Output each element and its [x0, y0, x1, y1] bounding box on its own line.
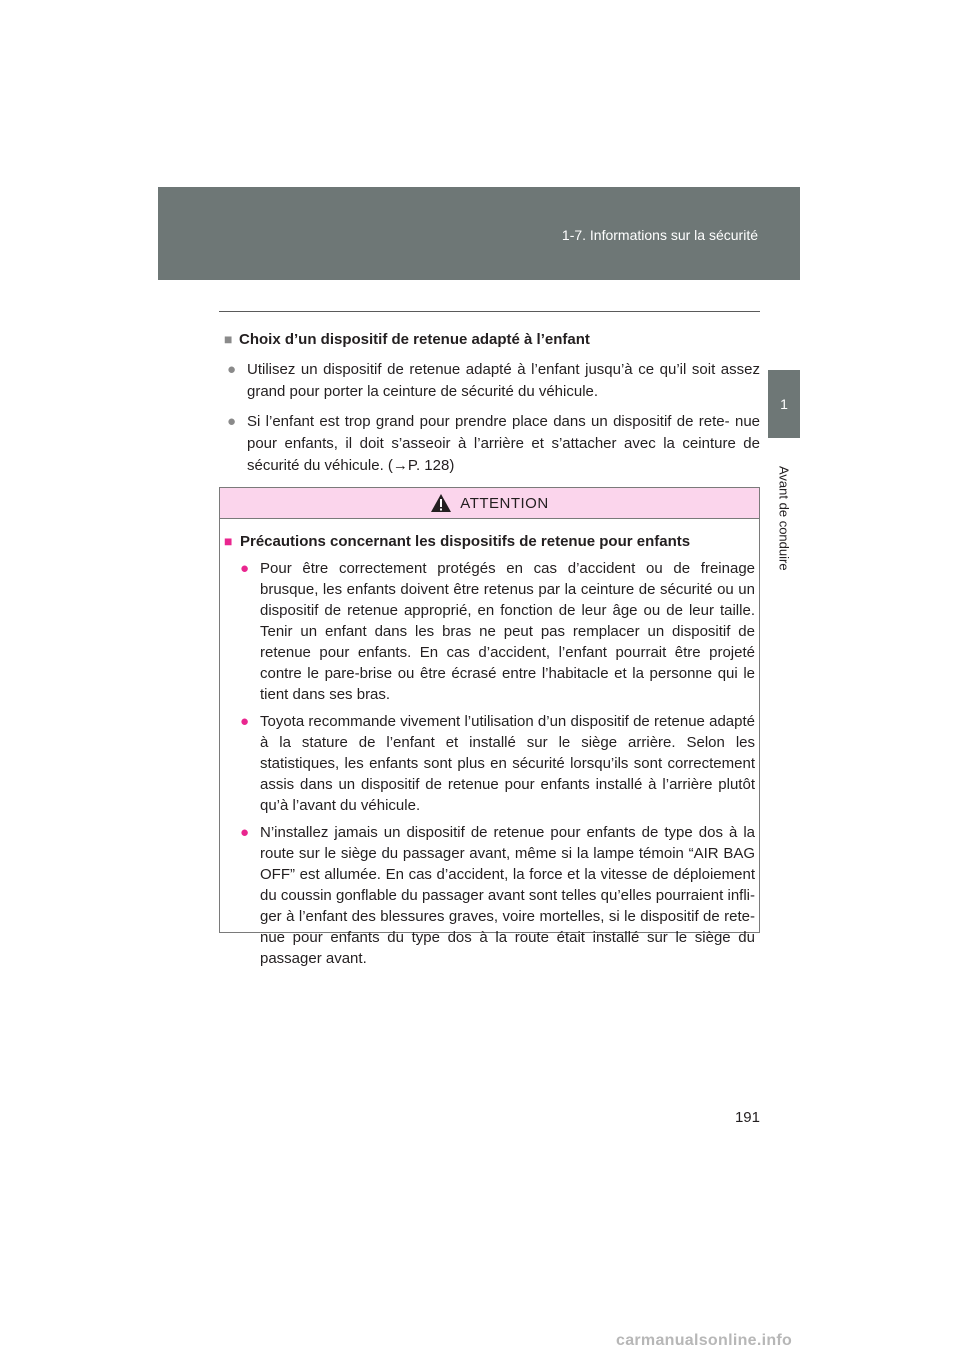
- chapter-tab-label: Avant de conduire: [776, 465, 792, 571]
- list-item: [224, 822, 755, 969]
- circle-bullet-icon: ●: [240, 713, 250, 730]
- circle-bullet-icon: ●: [240, 824, 250, 841]
- section-title: 1-7. Informations sur la sécurité: [561, 227, 758, 243]
- list-item-text: Toyota recommande vivement l’utilisation d’un dispositif de retenue adapté à la stature de l’enfant et installé sur le siège arrière. Selon les statistiques, les enfants sont plus en sécurité lorsqu’ils sont correctement assis dans un dispositif de retenue pour enfants installé à l’arrière plutôt qu’à l’avant du véhicule.: [260, 713, 755, 814]
- circle-bullet-icon: ●: [227, 361, 237, 378]
- watermark: carmanualsonline.info: [616, 1332, 793, 1349]
- list-item-text: Si l’enfant est trop grand pour prendre place dans un dispositif de rete- nue pour enfants, il doit s’asseoir à l’arrière et s’attacher avec la ceinture de sécurité du véhicule. (→P. 128): [247, 413, 760, 474]
- content-section: [224, 328, 760, 477]
- attention-box: [219, 487, 760, 967]
- attention-body: [220, 519, 759, 969]
- chapter-tab-label-container: [768, 448, 800, 588]
- circle-bullet-icon: ●: [227, 413, 237, 430]
- square-bullet-icon: ■: [224, 331, 233, 347]
- section-heading-text: Choix d’un dispositif de retenue adapté à l’enfant: [239, 331, 590, 348]
- section-divider: [219, 311, 760, 312]
- list-item-text: Pour être correctement protégés en cas d’accident ou de freinage brusque, les enfants doivent être retenus par la ceinture de sécurité ou un dispositif de retenue approprié, en fonction de leur âge ou de leur taille. Tenir un enfant dans les bras ne peut pas remplacer un dispositif de retenue pour enfants. En cas d’accident, l’enfant pourrait être projeté contre le pare-brise ou être écrasé entre l’habitacle et la personne qui le tient dans ses bras.: [260, 560, 755, 703]
- attention-heading-text: Précautions concernant les dispositifs de retenue pour enfants: [240, 533, 691, 550]
- attention-title: ATTENTION: [460, 494, 549, 512]
- list-item: [224, 359, 760, 403]
- list-item-text: N’installez jamais un dispositif de retenue pour enfants de type dos à la route sur le siège du passager avant, même si la lampe témoin “AIR BAG OFF” est allumée. En cas d’accident, la force et la vitesse de déploiement du coussin gonflable du passager avant sont telles qu’elles pourraient infli- ger à l’enfant des blessures graves, voire mortelles, si le dispositif de rete- nue pour enfants du type dos à la route était installé sur le siège du passager avant.: [260, 824, 755, 967]
- list-item: [224, 558, 755, 705]
- list-item-text: Utilisez un dispositif de retenue adapté à l’enfant jusqu’à ce qu’il soit assez grand pour porter la ceinture de sécurité du véhicule.: [247, 361, 760, 400]
- list-item: [224, 711, 755, 816]
- page-number: 191: [734, 1109, 760, 1126]
- square-bullet-icon: ■: [224, 533, 233, 549]
- header-band: [158, 187, 800, 280]
- list-item: [224, 411, 760, 477]
- chapter-tab-number: 1: [768, 370, 800, 438]
- circle-bullet-icon: ●: [240, 560, 250, 577]
- warning-triangle-icon: [430, 493, 452, 513]
- attention-header: [220, 488, 759, 519]
- section-heading: [224, 328, 760, 351]
- attention-heading: [224, 531, 755, 552]
